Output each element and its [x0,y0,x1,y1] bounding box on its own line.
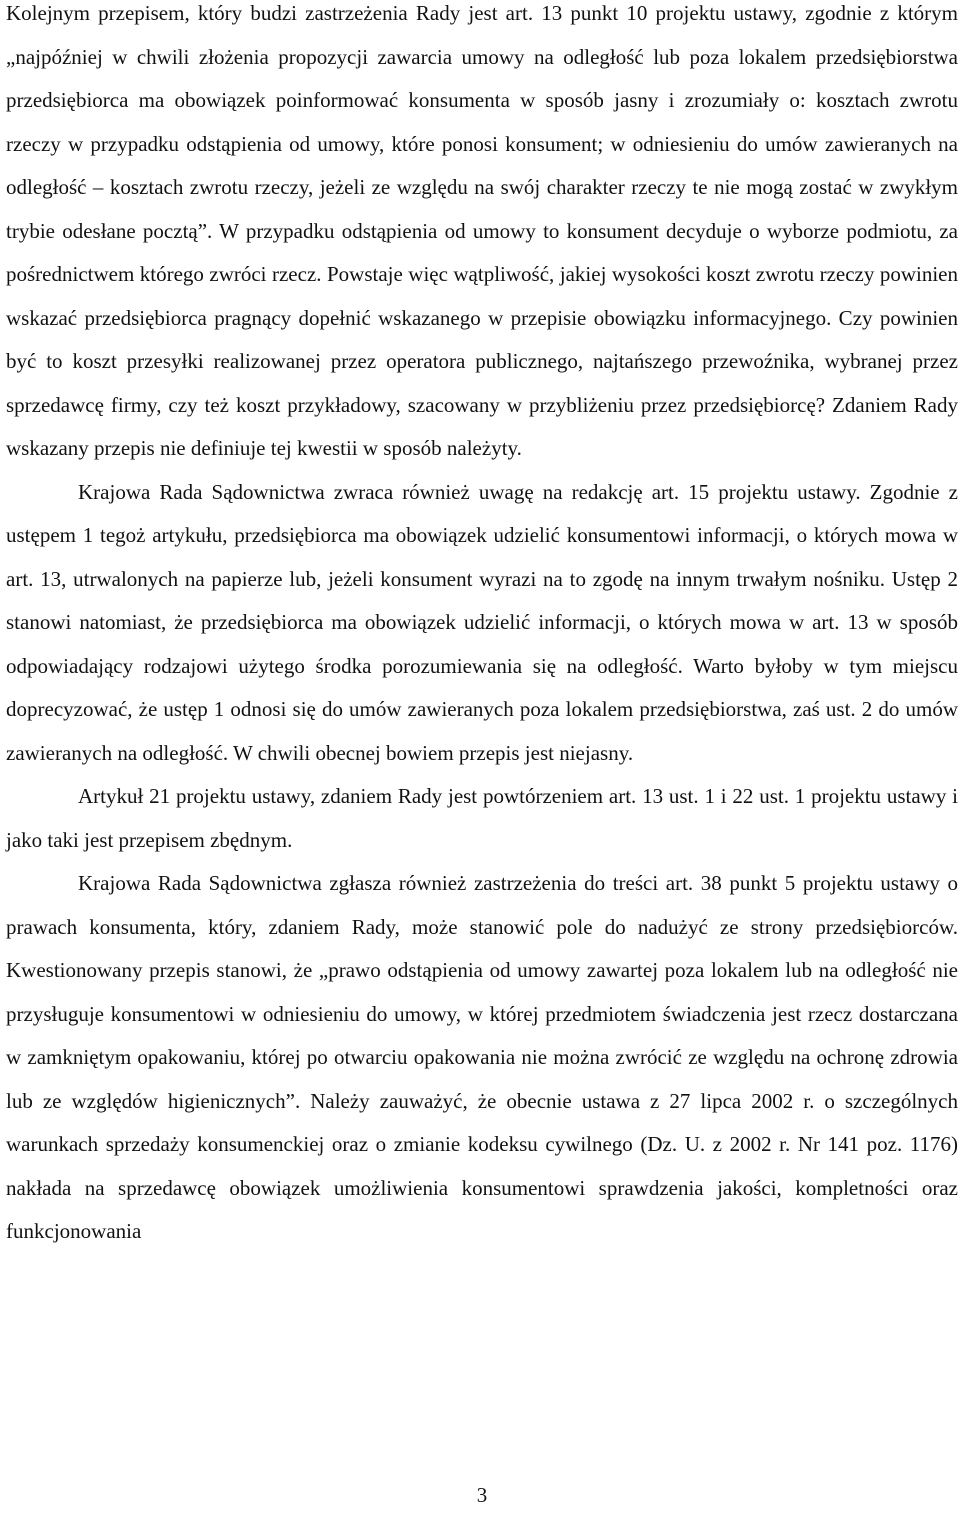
paragraph-1: Kolejnym przepisem, który budzi zastrzeżenia Rady jest art. 13 punkt 10 projektu ustawy, zgodnie z którym „najpóźniej w chwili złożenia propozycji zawarcia umowy na odległość lub poza lokalem przedsiębiorstwa przedsiębiorca ma obowiązek poinformować konsumenta w sposób jasny i zrozumiały o: kosztach zwrotu rzeczy w przypadku odstąpienia od umowy, które ponosi konsument; w odniesieniu do umów zawieranych na odległość – kosztach zwrotu rzeczy, jeżeli ze względu na swój charakter rzeczy te nie mogą zostać w zwykłym trybie odesłane pocztą”. W przypadku odstąpienia od umowy to konsument decyduje o wyborze podmiotu, za pośrednictwem którego zwróci rzecz. Powstaje więc wątpliwość, jakiej wysokości koszt zwrotu rzeczy powinien wskazać przedsiębiorca pragnący dopełnić wskazanego w przepisie obowiązku informacyjnego. Czy powinien być to koszt przesyłki realizowanej przez operatora publicznego, najtańszego przewoźnika, wybranej przez sprzedawcę firmy, czy też koszt przykładowy, szacowany w przybliżeniu przez przedsiębiorcę? Zdaniem Rady wskazany przepis nie definiuje tej kwestii w sposób należyty. [6,1,958,460]
paragraph-3: Artykuł 21 projektu ustawy, zdaniem Rady jest powtórzeniem art. 13 ust. 1 i 22 ust. 1 projektu ustawy i jako taki jest przepisem zbędnym. [6,784,958,852]
paragraph-2: Krajowa Rada Sądownictwa zwraca również uwagę na redakcję art. 15 projektu ustawy. Zgodnie z ustępem 1 tegoż artykułu, przedsiębiorca ma obowiązek udzielić konsumentowi informacji, o których mowa w art. 13, utrwalonych na papierze lub, jeżeli konsument wyrazi na to zgodę na innym trwałym nośniku. Ustęp 2 stanowi natomiast, że przedsiębiorca ma obowiązek udzielić informacji, o których mowa w art. 13 w sposób odpowiadający rodzajowi użytego środka porozumiewania się na odległość. Warto byłoby w tym miejscu doprecyzować, że ustęp 1 odnosi się do umów zawieranych poza lokalem przedsiębiorstwa, zaś ust. 2 do umów zawieranych na odległość. W chwili obecnej bowiem przepis jest niejasny. [6,479,958,765]
page-number: 3 [476,1483,488,1507]
document-body [6,0,958,1254]
document-page [6,0,958,1515]
paragraph-4: Krajowa Rada Sądownictwa zgłasza również zastrzeżenia do treści art. 38 punkt 5 projektu ustawy o prawach konsumenta, który, zdaniem Rady, może stanowić pole do nadużyć ze strony przedsiębiorców. Kwestionowany przepis stanowi, że „prawo odstąpienia od umowy zawartej poza lokalem lub na odległość nie przysługuje konsumentowi w odniesieniu do umowy, w której przedmiotem świadczenia jest rzecz dostarczana w zamkniętym opakowaniu, której po otwarciu opakowania nie można zwrócić ze względu na ochronę zdrowia lub ze względów higienicznych”. Należy zauważyć, że obecnie ustawa z 27 lipca 2002 r. o szczególnych warunkach sprzedaży konsumenckiej oraz o zmianie kodeksu cywilnego (Dz. U. z 2002 r. Nr 141 poz. 1176) nakłada na sprzedawcę obowiązek umożliwienia konsumentowi sprawdzenia jakości, kompletności oraz funkcjonowania [6,871,958,1243]
